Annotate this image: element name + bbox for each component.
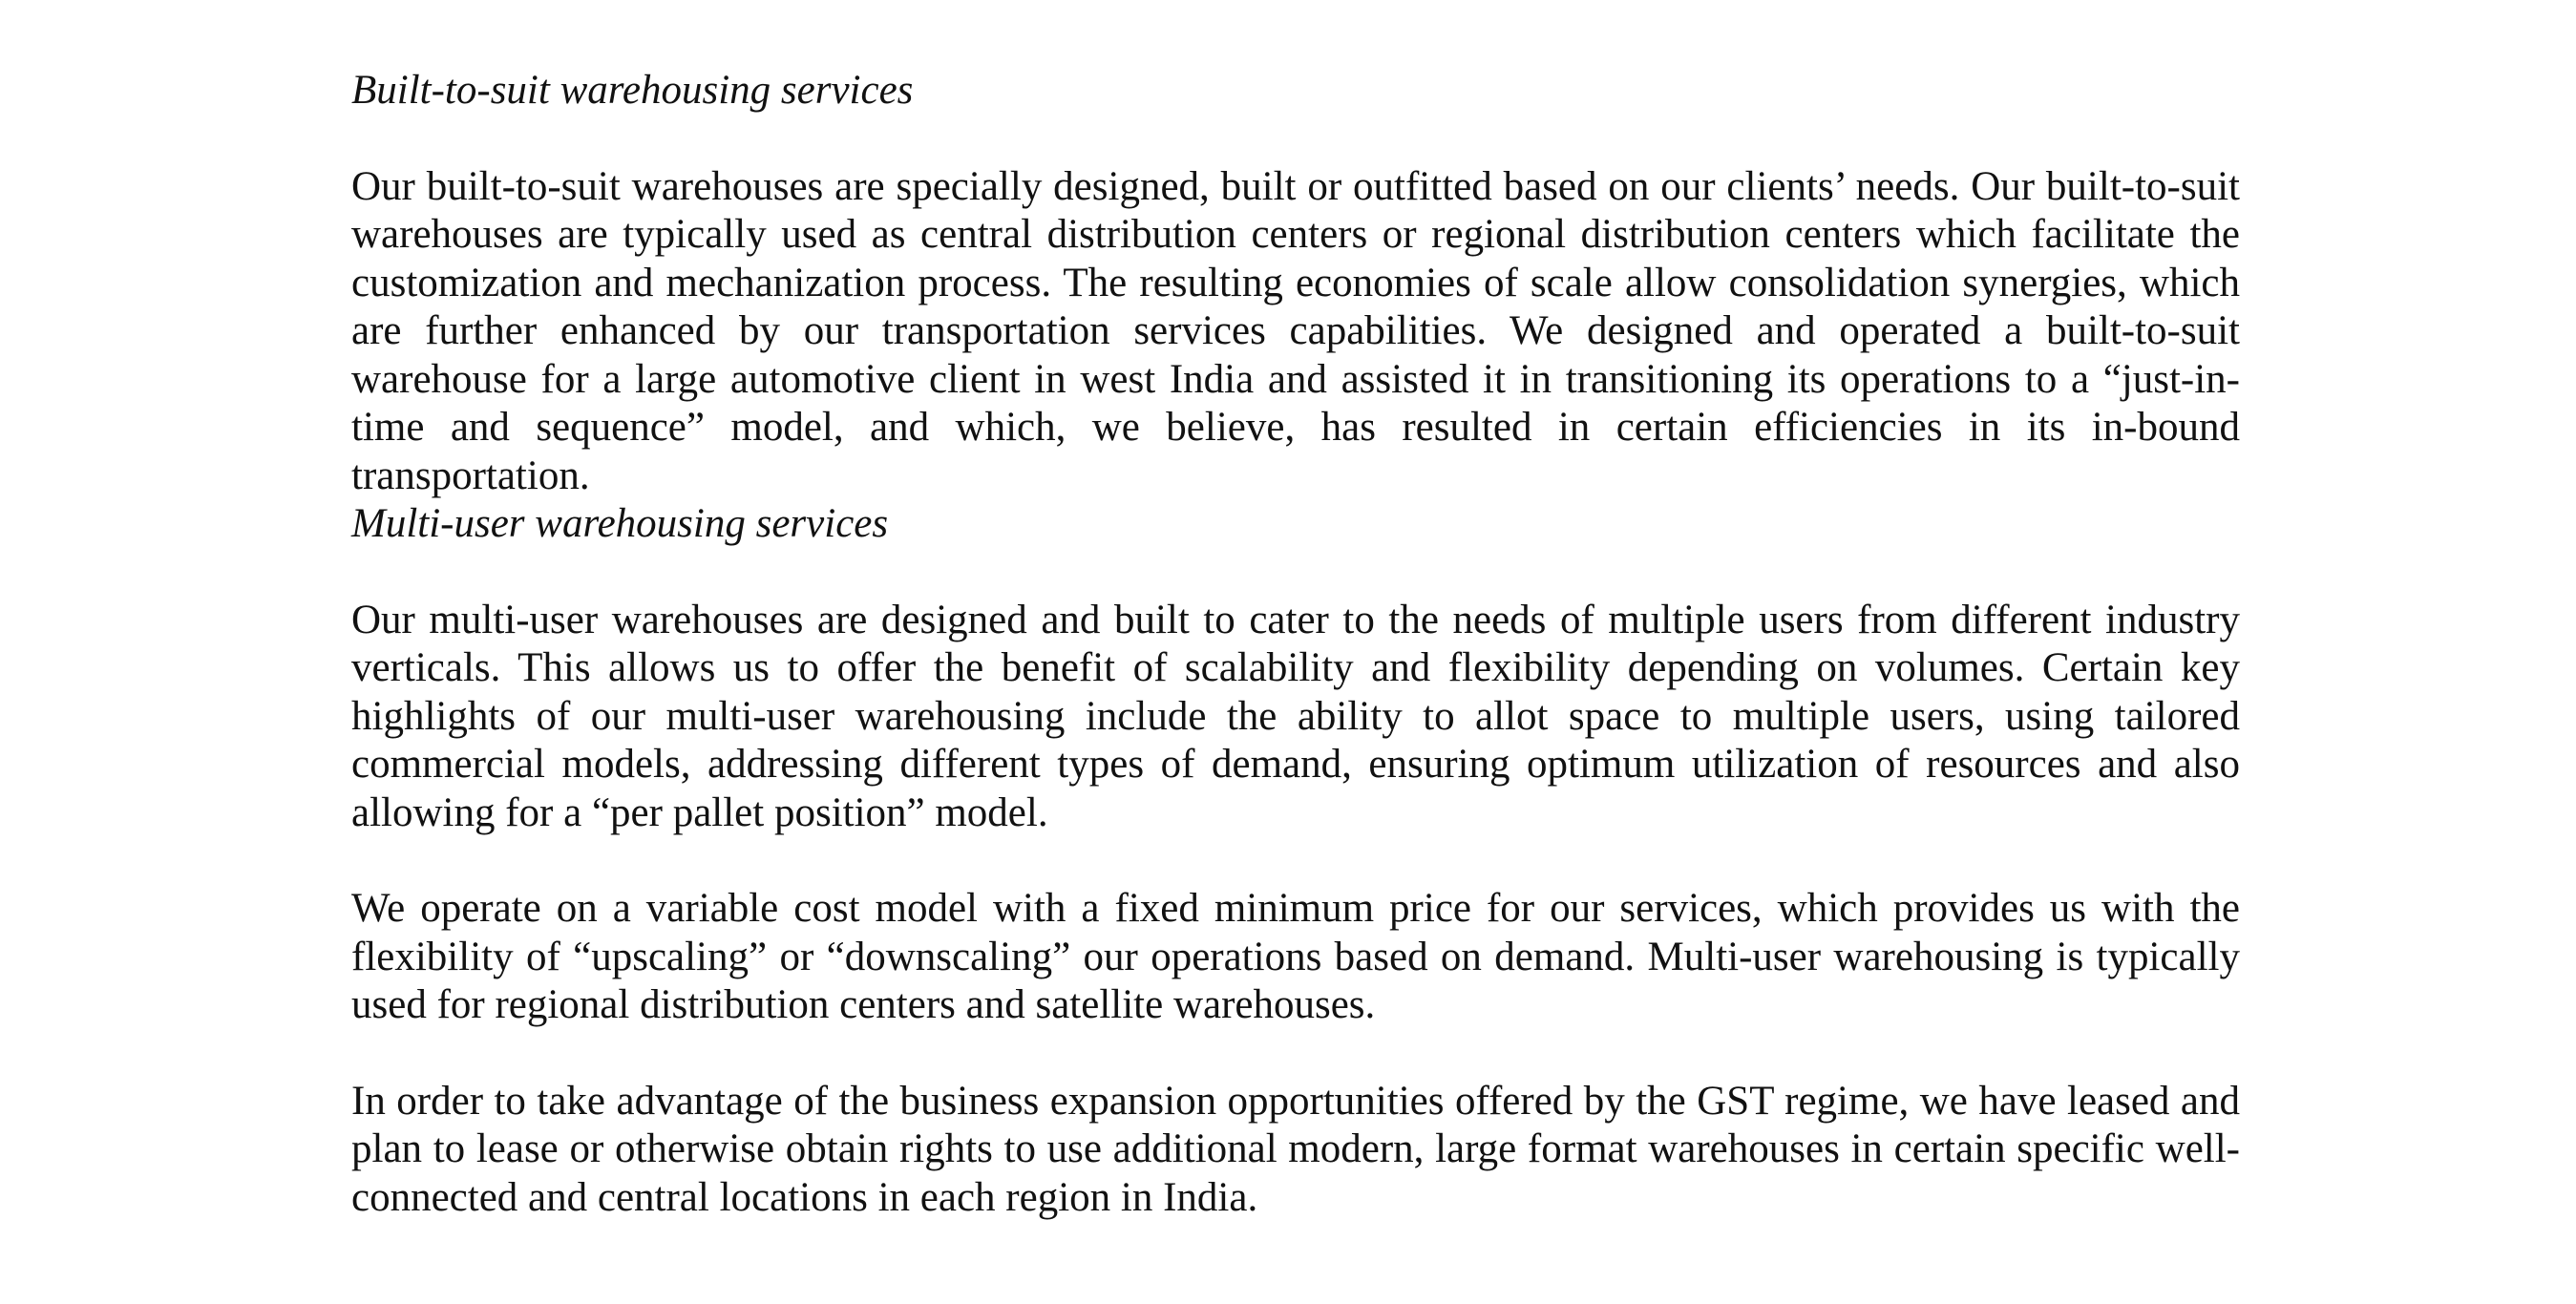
body-paragraph: We operate on a variable cost model with a fixed minimum price for our services, which provides us with the flexibility of “upscaling” or “downscaling” our operations based on demand. Multi-user warehousing is typically used for regional distribution centers and satellite warehouses. — [351, 886, 2240, 1027]
body-paragraph: Our built-to-suit warehouses are specially designed, built or outfitted based on our clients’ needs. Our built-to-suit warehouses are typically used as central distribution centers or regional distribution centers which facilitate the customization and mechanization process. The resulting economies of scale allow consolidation synergies, which are further enhanced by our transportation services capabilities. We designed and operated a built-to-suit warehouse for a large automotive client in west India and assisted it in transitioning its operations to a “just-in-time and sequence” model, and which, we believe, has resulted in certain efficiencies in its in-bound transportation. — [351, 163, 2240, 498]
body-paragraph: Our multi-user warehouses are designed and built to cater to the needs of multiple users from different industry verticals. This allows us to offer the benefit of scalability and flexibility depending on volumes. Certain key highlights of our multi-user warehousing include the ability to allot space to multiple users, using tailored commercial models, addressing different types of demand, ensuring optimum utilization of resources and also allowing for a “per pallet position” model. — [351, 597, 2240, 835]
document-page — [351, 67, 2240, 1222]
section-multi-user — [351, 500, 2240, 1222]
section-heading: Multi-user warehousing services — [351, 501, 889, 546]
body-paragraph: In order to take advantage of the business expansion opportunities offered by the GST regime, we have leased and plan to lease or otherwise obtain rights to use additional modern, large format warehouses in certain specific well-connected and central locations in each region in India. — [351, 1078, 2240, 1220]
section-heading: Built-to-suit warehousing services — [351, 68, 914, 113]
section-built-to-suit — [351, 67, 2240, 500]
